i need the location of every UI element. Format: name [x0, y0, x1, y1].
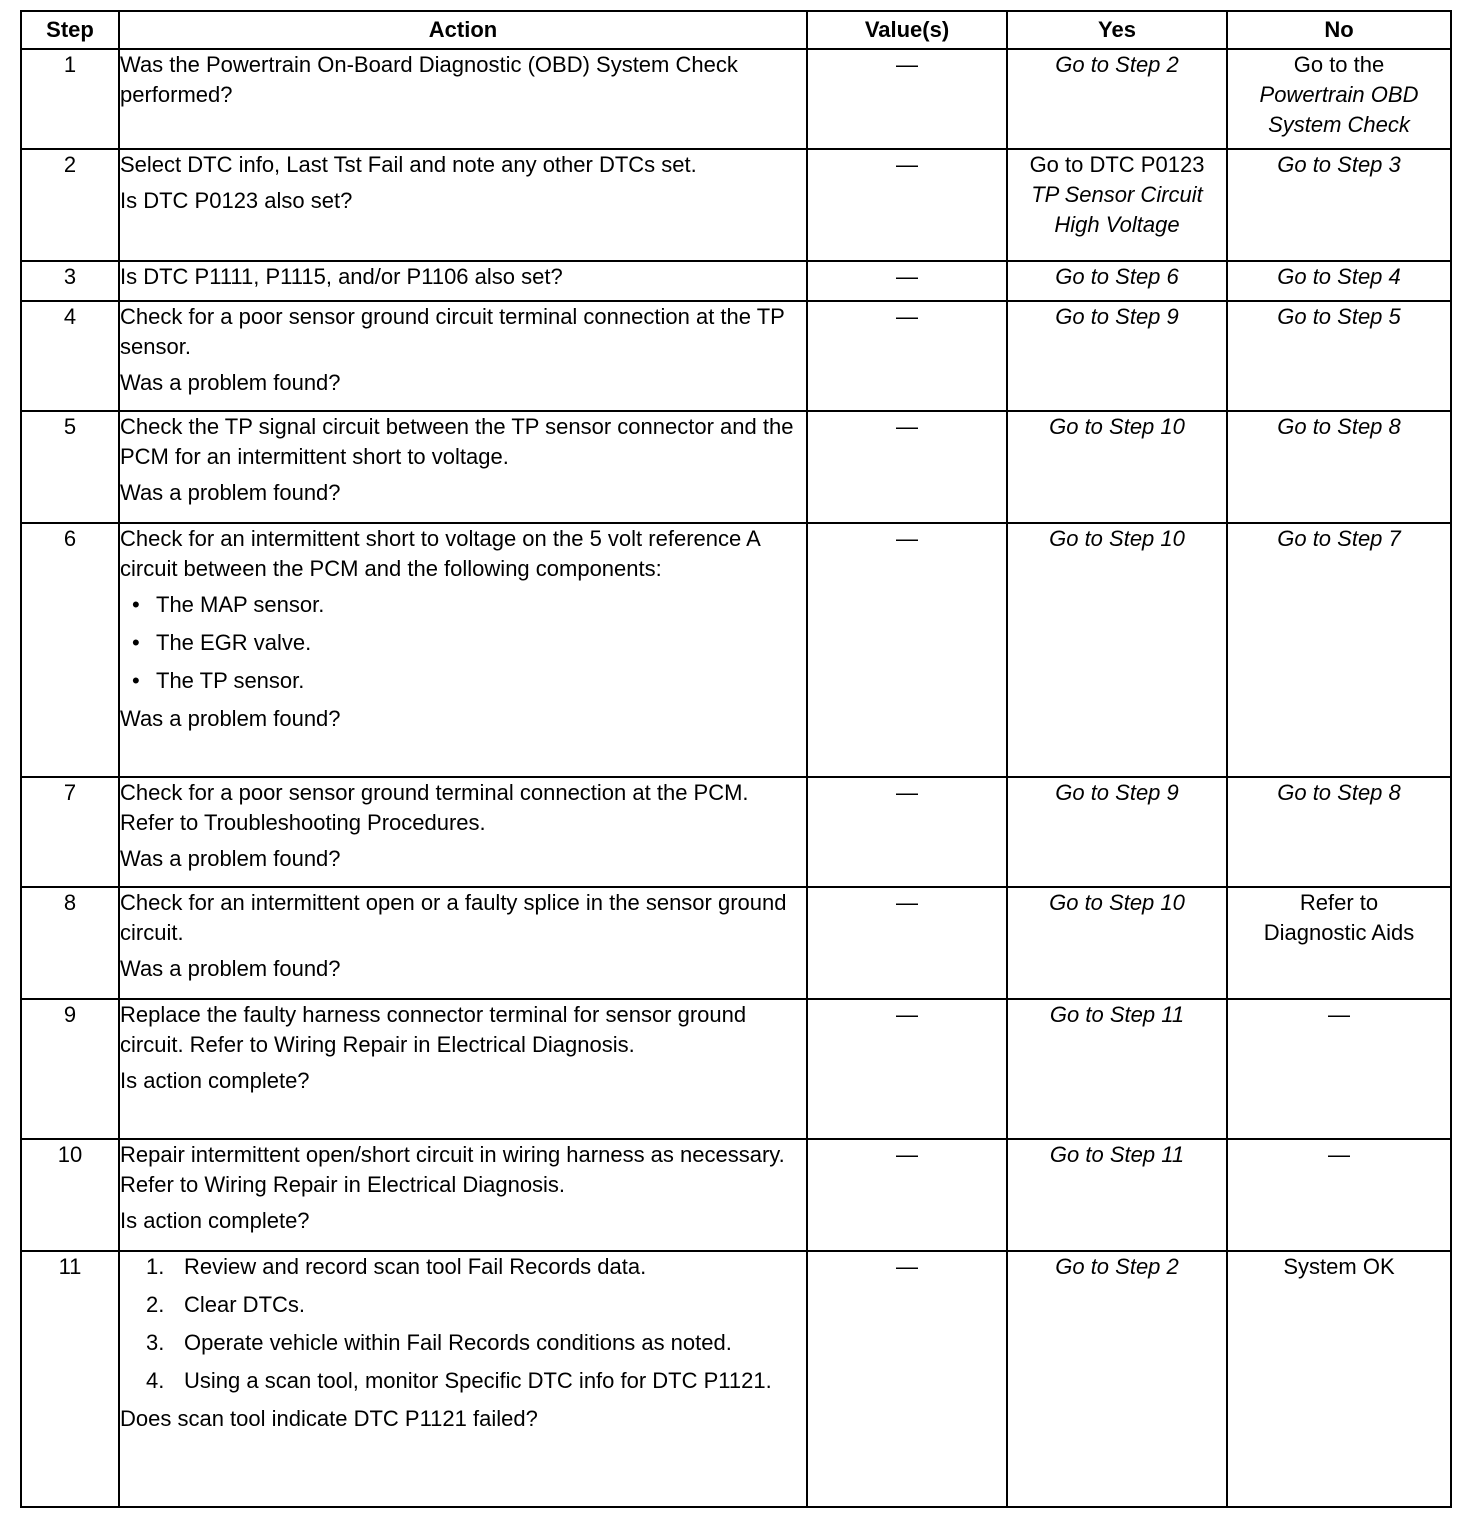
procedure-list [120, 1252, 806, 1396]
table-row [21, 777, 1451, 887]
table-row [21, 261, 1451, 301]
action-question: Was a problem found? [120, 706, 341, 731]
step-number: 10 [21, 1139, 119, 1251]
no-line: Powertrain OBD [1259, 82, 1419, 107]
action-question: Does scan tool indicate DTC P1121 failed? [120, 1406, 538, 1431]
list-item: • The EGR valve. [132, 630, 312, 655]
action-cell [119, 149, 807, 261]
step-number: 7 [21, 777, 119, 887]
list-item-text: The EGR valve. [156, 630, 312, 655]
action-text: Check for a poor sensor ground terminal connection at the PCM. Refer to Troubleshooting Procedures. [120, 780, 749, 835]
action-cell [119, 411, 807, 523]
list-item [146, 1366, 806, 1396]
action-question: Was a problem found? [120, 480, 341, 505]
list-item: • The TP sensor. [132, 668, 305, 693]
no-line: Diagnostic Aids [1263, 920, 1415, 945]
no-cell: — [1227, 999, 1451, 1139]
list-item [146, 1328, 806, 1358]
value-cell: — [807, 887, 1007, 999]
table-row [21, 1251, 1451, 1507]
header-step: Step [21, 11, 119, 49]
action-cell [119, 261, 807, 301]
step-number: 2 [21, 149, 119, 261]
no-cell: Go to Step 7 [1227, 523, 1451, 777]
no-line: System Check [1268, 112, 1410, 137]
header-action: Action [119, 11, 807, 49]
step-number: 4 [21, 301, 119, 411]
action-question: Is DTC P0123 also set? [120, 188, 353, 213]
step-number: 8 [21, 887, 119, 999]
no-cell [1227, 887, 1451, 999]
value-cell: — [807, 261, 1007, 301]
no-line: Refer to [1299, 890, 1379, 915]
action-cell [119, 1251, 807, 1507]
table-row [21, 887, 1451, 999]
action-question: Was a problem found? [120, 956, 341, 981]
no-cell: — [1227, 1139, 1451, 1251]
yes-cell: Go to Step 11 [1007, 1139, 1227, 1251]
list-item [146, 1290, 806, 1320]
table-row [21, 149, 1451, 261]
header-no: No [1227, 11, 1451, 49]
no-line: Go to the [1293, 52, 1385, 77]
action-cell [119, 777, 807, 887]
table-row [21, 301, 1451, 411]
list-item-number: 2. [146, 1292, 165, 1317]
action-question: Was a problem found? [120, 370, 341, 395]
yes-line: High Voltage [1054, 212, 1180, 237]
step-number: 5 [21, 411, 119, 523]
component-list [120, 590, 806, 696]
value-cell: — [807, 523, 1007, 777]
list-item: • The MAP sensor. [132, 592, 325, 617]
list-item-number: 1. [146, 1254, 165, 1279]
table-row [21, 523, 1451, 777]
value-cell: — [807, 49, 1007, 149]
yes-line: Go to DTC P0123 [1029, 152, 1205, 177]
value-cell: — [807, 777, 1007, 887]
action-text: Check for a poor sensor ground circuit terminal connection at the TP sensor. [120, 304, 785, 359]
list-item-text: Review and record scan tool Fail Records data. [184, 1254, 647, 1279]
value-cell: — [807, 1139, 1007, 1251]
action-text: Check the TP signal circuit between the TP sensor connector and the PCM for an intermittent short to voltage. [120, 414, 794, 469]
yes-cell: Go to Step 6 [1007, 261, 1227, 301]
yes-cell: Go to Step 11 [1007, 999, 1227, 1139]
no-cell: Go to Step 3 [1227, 149, 1451, 261]
header-values: Value(s) [807, 11, 1007, 49]
value-cell: — [807, 149, 1007, 261]
step-number: 11 [21, 1251, 119, 1507]
yes-cell: Go to Step 9 [1007, 301, 1227, 411]
table-row [21, 49, 1451, 149]
no-cell: Go to Step 8 [1227, 411, 1451, 523]
list-item-text: Clear DTCs. [184, 1292, 306, 1317]
yes-cell: Go to Step 10 [1007, 523, 1227, 777]
list-item-number: 4. [146, 1368, 165, 1393]
no-cell: Go to Step 5 [1227, 301, 1451, 411]
action-cell [119, 49, 807, 149]
header-yes: Yes [1007, 11, 1227, 49]
list-item-text: The TP sensor. [156, 668, 305, 693]
list-item-text: Using a scan tool, monitor Specific DTC info for DTC P1121. [184, 1368, 772, 1393]
no-cell: Go to Step 8 [1227, 777, 1451, 887]
action-cell [119, 887, 807, 999]
no-cell [1227, 49, 1451, 149]
list-item-number: 3. [146, 1330, 165, 1355]
action-text: Select DTC info, Last Tst Fail and note any other DTCs set. [120, 152, 697, 177]
yes-cell: Go to Step 10 [1007, 887, 1227, 999]
yes-cell [1007, 149, 1227, 261]
action-question: Is action complete? [120, 1208, 310, 1233]
step-number: 3 [21, 261, 119, 301]
action-text: Check for an intermittent short to voltage on the 5 volt reference A circuit between the PCM and the following components: [120, 526, 760, 581]
yes-cell: Go to Step 2 [1007, 1251, 1227, 1507]
value-cell: — [807, 411, 1007, 523]
action-cell [119, 1139, 807, 1251]
action-text: Is DTC P1111, P1115, and/or P1106 also set? [120, 264, 563, 289]
action-text: Replace the faulty harness connector terminal for sensor ground circuit. Refer to Wiring Repair in Electrical Diagnosis. [120, 1002, 747, 1057]
action-question: Was a problem found? [120, 846, 341, 871]
action-text: Repair intermittent open/short circuit in wiring harness as necessary. Refer to Wiring Repair in Electrical Diagnosis. [120, 1142, 785, 1197]
list-item [146, 1252, 806, 1282]
step-number: 1 [21, 49, 119, 149]
list-item-text: The MAP sensor. [156, 592, 325, 617]
table-row [21, 411, 1451, 523]
table-row [21, 999, 1451, 1139]
value-cell: — [807, 1251, 1007, 1507]
action-cell [119, 523, 807, 777]
action-question: Is action complete? [120, 1068, 310, 1093]
value-cell: — [807, 301, 1007, 411]
no-cell: Go to Step 4 [1227, 261, 1451, 301]
yes-cell: Go to Step 10 [1007, 411, 1227, 523]
step-number: 6 [21, 523, 119, 777]
action-text: Check for an intermittent open or a faulty splice in the sensor ground circuit. [120, 890, 787, 945]
action-cell [119, 301, 807, 411]
step-number: 9 [21, 999, 119, 1139]
table-row [21, 1139, 1451, 1251]
list-item-text: Operate vehicle within Fail Records conditions as noted. [184, 1330, 732, 1355]
value-cell: — [807, 999, 1007, 1139]
yes-cell: Go to Step 2 [1007, 49, 1227, 149]
yes-line: TP Sensor Circuit [1031, 182, 1203, 207]
diagnostic-table [20, 10, 1452, 1508]
action-cell [119, 999, 807, 1139]
header-row [21, 11, 1451, 49]
no-cell: System OK [1227, 1251, 1451, 1507]
action-text: Was the Powertrain On-Board Diagnostic (OBD) System Check performed? [120, 52, 738, 107]
yes-cell: Go to Step 9 [1007, 777, 1227, 887]
